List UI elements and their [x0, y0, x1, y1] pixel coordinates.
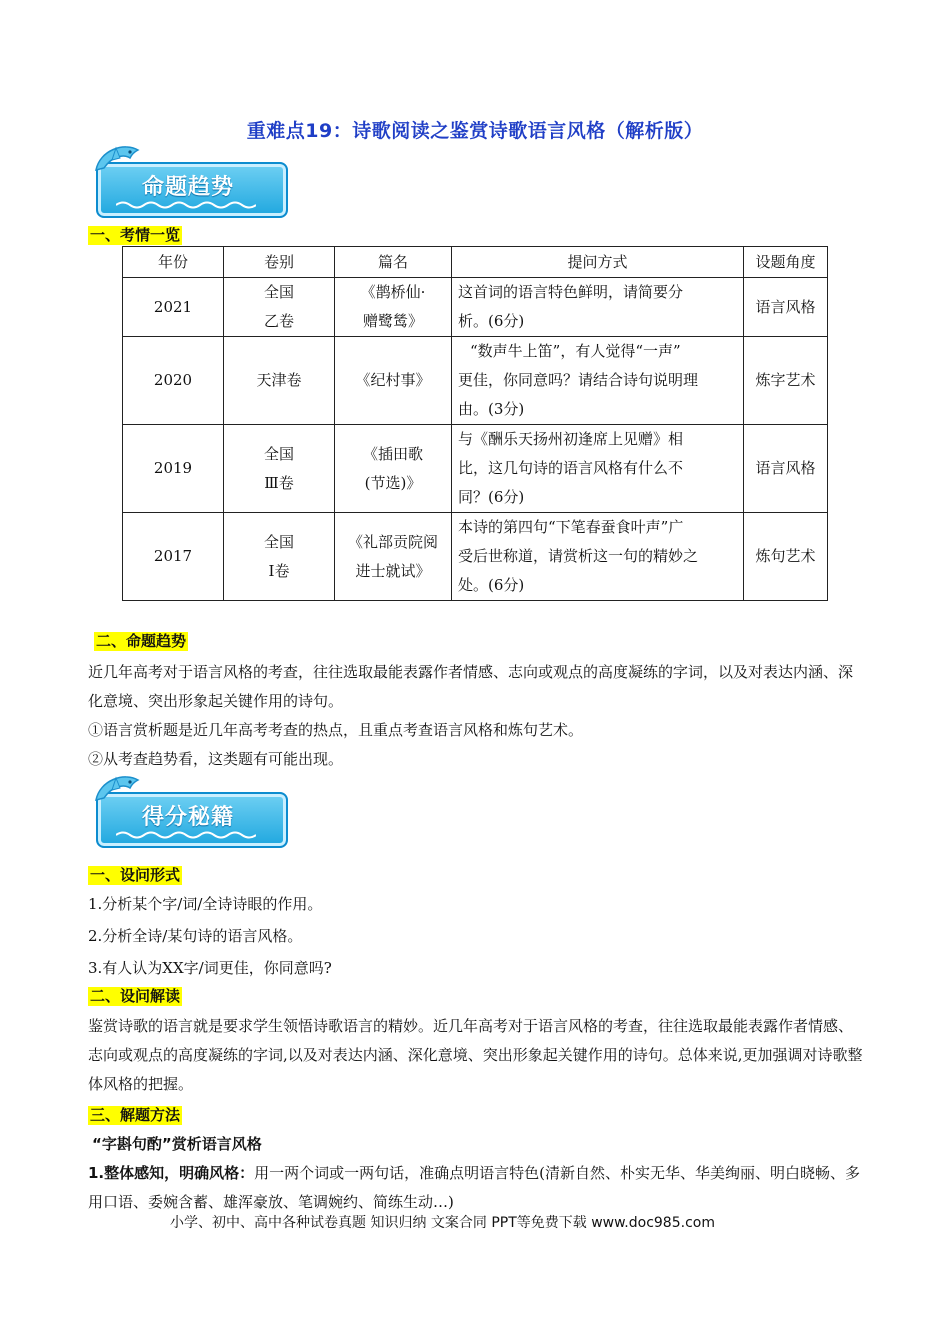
- cell-title: 《插田歌 (节选)》: [335, 425, 452, 513]
- banner-label: 命题趋势: [142, 175, 235, 200]
- form-item: 1.分析某个字/词/全诗诗眼的作用。: [88, 895, 323, 913]
- interpretation-paragraph: 鉴赏诗歌的语言就是要求学生领悟诗歌语言的精妙。近几年高考对于语言风格的考查，往往选取最能表露作者情感、志向或观点的高度凝练的字词,以及对表达内涵、深化意境、突出形象起关键作用的诗句。总体来说,更加强调对诗歌整体风格的把握。: [88, 1017, 863, 1093]
- section-banner-trend: [90, 140, 290, 222]
- trend-point-2: ②从考查趋势看，这类题有可能出现。: [88, 750, 344, 768]
- cell-angle: 语言风格: [744, 425, 828, 513]
- section-heading-methods: 三、解题方法: [90, 1106, 181, 1124]
- form-item: 2.分析全诗/某句诗的语言风格。: [88, 927, 303, 945]
- cell-paper: 全国 乙卷: [224, 278, 335, 337]
- cell-paper: 全国 Ⅲ卷: [224, 425, 335, 513]
- table-row: [123, 337, 828, 425]
- page-footer: 小学、初中、高中各种试卷真题 知识归纳 文案合同 PPT等免费下载 www.doc985.com: [170, 1215, 715, 1231]
- method-item-text: 用一两个词或一两句话，准确点明语言特色(清新自然、朴实无华、华美绚丽、明白晓畅、多用口语、委婉含蓄、雄浑豪放、笔调婉约、简练生动…): [88, 1164, 860, 1211]
- table-row: [123, 513, 828, 601]
- table-row: [123, 425, 828, 513]
- table-header: 设题角度: [744, 247, 828, 278]
- table-header-row: [123, 247, 828, 278]
- table-header: 篇名: [335, 247, 452, 278]
- page-title: 重难点19：诗歌阅读之鉴赏诗歌语言风格（解析版）: [246, 120, 704, 142]
- exam-table: [122, 246, 828, 601]
- cell-question: 本诗的第四句“下笔春蚕食叶声”广 受后世称道，请赏析这一句的精妙之 处。(6分): [452, 513, 744, 601]
- method-item-label: 1.整体感知，明确风格：: [88, 1164, 255, 1182]
- section-heading-question-forms: 一、设问形式: [90, 866, 181, 884]
- section-banner-tips: [90, 770, 290, 852]
- section-heading-interpretation: 二、设问解读: [90, 987, 181, 1005]
- cell-title: 《礼部贡院阅 进士就试》: [335, 513, 452, 601]
- dolphin-icon: [90, 770, 150, 820]
- cell-year: 2020: [123, 337, 224, 425]
- wave-icon: [116, 830, 256, 840]
- cell-title: 《鹊桥仙· 赠鹭鸶》: [335, 278, 452, 337]
- method-item-1: [88, 1159, 864, 1217]
- cell-angle: 语言风格: [744, 278, 828, 337]
- wave-icon: [116, 200, 256, 210]
- form-item: 3.有人认为XX字/词更佳，你同意吗?: [88, 959, 332, 977]
- cell-question: 与《酬乐天扬州初逢席上见赠》相 比，这几句诗的语言风格有什么不 同？(6分): [452, 425, 744, 513]
- table-header: 卷别: [224, 247, 335, 278]
- banner-label: 得分秘籍: [142, 805, 235, 830]
- method-heading: “字斟句酌”赏析语言风格: [92, 1135, 262, 1153]
- cell-year: 2019: [123, 425, 224, 513]
- cell-paper: 全国 Ⅰ卷: [224, 513, 335, 601]
- trend-point-1: ①语言赏析题是近几年高考考查的热点，且重点考查语言风格和炼句艺术。: [88, 721, 584, 739]
- cell-paper: 天津卷: [224, 337, 335, 425]
- cell-year: 2021: [123, 278, 224, 337]
- table-header: 提问方式: [452, 247, 744, 278]
- cell-angle: 炼句艺术: [744, 513, 828, 601]
- table-header: 年份: [123, 247, 224, 278]
- cell-question: 这首词的语言特色鲜明，请简要分 析。(6分): [452, 278, 744, 337]
- trend-paragraph: 近几年高考对于语言风格的考查，往往选取最能表露作者情感、志向或观点的高度凝练的字词，以及对表达内涵、深化意境、突出形象起关键作用的诗句。: [88, 663, 854, 710]
- table-row: [123, 278, 828, 337]
- cell-year: 2017: [123, 513, 224, 601]
- section-heading-trend: 二、命题趋势: [96, 632, 187, 650]
- section-heading-exam-overview: 一、考情一览: [90, 226, 181, 244]
- cell-title: 《纪村事》: [335, 337, 452, 425]
- cell-angle: 炼字艺术: [744, 337, 828, 425]
- cell-question: “数声牛上笛”，有人觉得“一声” 更佳，你同意吗？请结合诗句说明理 由。(3分): [452, 337, 744, 425]
- dolphin-icon: [90, 140, 150, 190]
